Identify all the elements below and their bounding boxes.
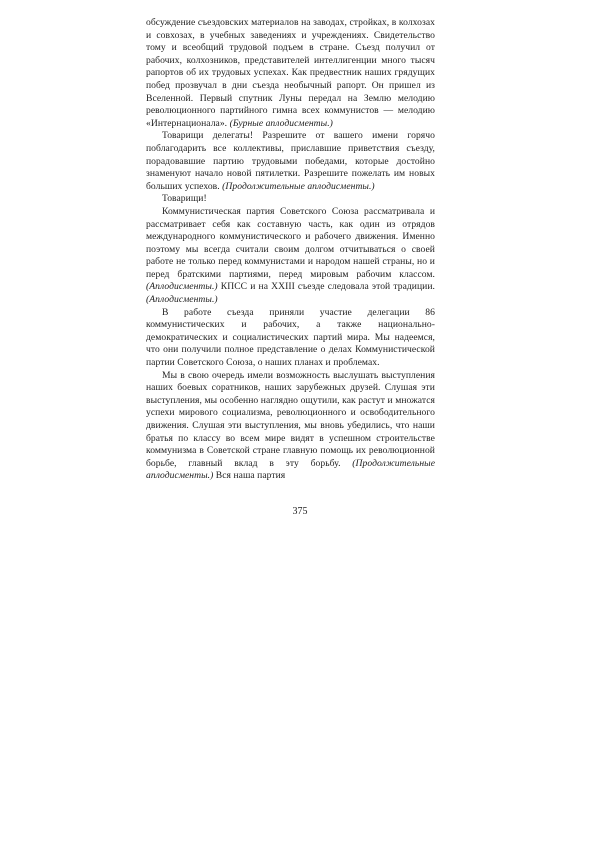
paragraph-1-remark: (Бурные аплодисменты.)	[229, 117, 333, 129]
body-text	[146, 17, 435, 483]
paragraph-6-text: Мы в свою очередь имели возможность выслушать выступления наших боевых соратников, наших зарубежных друзей. Слушая эти выступления, мы особенно наглядно ощутили, как растут и множатся успехи мирового социализма, революционного и освободительного движения. Слушая эти выступления, мы вновь убедились, что наши братья по классу во всем мире видят в успешном строительстве коммунизма в Советской стране главную помощь их революционной борьбе, главный вклад в эту борьбу.	[146, 369, 435, 469]
paragraph-3-text: Товарищи!	[162, 193, 207, 205]
paragraph-4-remark-2: (Аплодисменты.)	[146, 294, 218, 306]
paragraph-1-text: обсуждение съездовских материалов на заводах, стройках, в колхозах и совхозах, в учебных заведениях и учреждениях. Свидетельство тому и всеобщий трудовой подъем в стране. Съезд получил от рабочих, колхозников, представителей интеллигенции много тысяч рапортов об их трудовых успехах. Как предвестник наших грядущих побед прозвучал в дни съезда необычный рапорт. Он пришел из Вселенной. Первый спутник Луны передал на Землю мелодию революционного партийного гимна всех коммунистов — мелодию «Интернационала».	[146, 17, 435, 129]
paragraph-4	[146, 206, 435, 307]
paragraph-6-text-continued: Вся наша партия	[213, 470, 286, 482]
paragraph-4-text-continued: КПСС и на XXIII съезде следовала этой традиции.	[217, 281, 435, 293]
paragraph-6-remark: (Продолжительные аплодисменты.)	[146, 457, 435, 482]
paragraph-3	[146, 193, 435, 206]
paragraph-2-text: Товарищи делегаты! Разрешите от вашего имени горячо поблагодарить все коллективы, приславшие приветствия съезду, порадовавшие партию трудовыми победами, которые достойно знаменуют начало новой пятилетки. Разрешите пожелать им новых больших успехов.	[146, 130, 435, 192]
paragraph-4-remark: (Аплодисменты.)	[146, 281, 218, 293]
paragraph-1	[146, 17, 435, 130]
paragraph-2-remark: (Продолжительные аплодисменты.)	[222, 180, 375, 192]
paragraph-5-text: В работе съезда приняли участие делегации 86 коммунистических и рабочих, а также национально-демократических и социалистических партий мира. Мы надеемся, что они получили полное представление о делах Коммунистической партии Советского Союза, о наших планах и проблемах.	[146, 306, 435, 369]
page-number: 375	[292, 506, 308, 517]
paragraph-2	[146, 130, 435, 193]
paragraph-5	[146, 307, 435, 370]
paragraph-4-text: Коммунистическая партия Советского Союза рассматривала и рассматривает себя как составную часть, как один из отрядов международного коммунистического и рабочего движения. Именно поэтому мы всегда считали своим долгом отчитываться о своей работе не только перед коммунистами и народом нашей страны, но и перед братскими партиями, перед мировым рабочим классом.	[146, 205, 435, 280]
paragraph-6	[146, 370, 435, 483]
